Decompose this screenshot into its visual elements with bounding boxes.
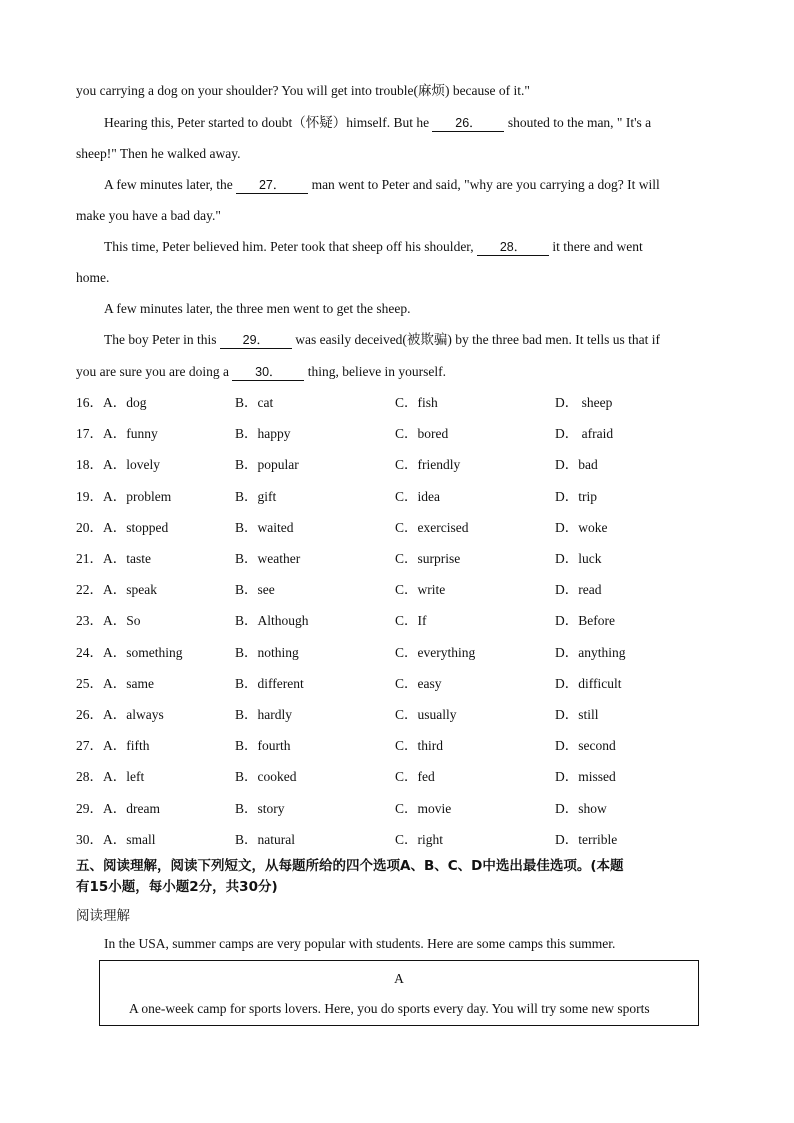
question-number-and-option-a — [76, 831, 156, 849]
option-a[interactable]: A．funny — [103, 426, 158, 441]
option-d[interactable]: D．still — [555, 707, 599, 722]
option-c[interactable]: C．movie — [395, 801, 452, 816]
passage-line — [104, 238, 718, 256]
question-row — [76, 456, 718, 474]
option-d[interactable]: D．luck — [555, 551, 602, 566]
passage-line: you carrying a dog on your shoulder? You will get into trouble(麻烦) because of it." — [76, 83, 530, 98]
option-d[interactable]: D．anything — [555, 645, 626, 660]
option-b[interactable]: B．Although — [235, 613, 309, 628]
question-row — [76, 675, 718, 693]
question-number-and-option-a — [76, 675, 154, 693]
option-b[interactable]: B．different — [235, 676, 304, 691]
option-c[interactable]: C．fed — [395, 769, 435, 784]
option-d[interactable]: D．show — [555, 801, 607, 816]
option-b[interactable]: B．hardly — [235, 707, 292, 722]
option-c[interactable]: C．third — [395, 738, 444, 753]
question-number: 18． — [76, 457, 103, 472]
question-row — [76, 425, 718, 443]
question-number-and-option-a — [76, 800, 160, 818]
question-number: 26． — [76, 707, 103, 722]
passage-text: was easily deceived(被欺骗) by the three bad men. It tells us that if — [291, 332, 660, 347]
question-row — [76, 488, 718, 506]
option-a[interactable]: A．taste — [103, 551, 151, 566]
section-title — [76, 856, 726, 898]
option-b[interactable]: B．gift — [235, 489, 277, 504]
option-c[interactable]: C．exercised — [395, 520, 469, 535]
option-d[interactable]: D．difficult — [555, 676, 622, 691]
question-number: 25． — [76, 676, 103, 691]
option-b[interactable]: B．fourth — [235, 738, 291, 753]
blank-28[interactable]: 28． — [477, 240, 549, 256]
blank-26[interactable]: 26． — [432, 116, 504, 132]
question-number-and-option-a — [76, 488, 171, 506]
question-number: 17． — [76, 426, 103, 441]
option-c[interactable]: C．bored — [395, 426, 449, 441]
option-a[interactable]: A．always — [103, 707, 164, 722]
passage-line: make you have a bad day." — [76, 208, 221, 223]
option-b[interactable]: B．weather — [235, 551, 301, 566]
option-b[interactable]: B．happy — [235, 426, 291, 441]
passage-text: A few minutes later, the — [104, 177, 237, 192]
option-c[interactable]: C．If — [395, 613, 427, 628]
question-number-and-option-a — [76, 581, 157, 599]
question-row — [76, 394, 718, 412]
question-number-and-option-a — [76, 612, 141, 630]
reading-subtitle: 阅读理解 — [76, 908, 130, 924]
question-number-and-option-a — [76, 644, 183, 662]
option-d[interactable]: D．woke — [555, 520, 608, 535]
option-d[interactable]: D． afraid — [555, 426, 614, 441]
question-number-and-option-a — [76, 519, 168, 537]
option-c[interactable]: C．right — [395, 832, 444, 847]
option-d[interactable]: D．missed — [555, 769, 616, 784]
option-c[interactable]: C．easy — [395, 676, 442, 691]
question-row — [76, 644, 718, 662]
question-number-and-option-a — [76, 456, 160, 474]
option-a[interactable]: A．left — [103, 769, 145, 784]
option-a[interactable]: A．something — [103, 645, 183, 660]
question-number-and-option-a — [76, 425, 158, 443]
option-d[interactable]: D． sheep — [555, 395, 613, 410]
question-number: 29． — [76, 801, 103, 816]
question-row — [76, 800, 718, 818]
reading-intro: In the USA, summer camps are very popular with students. Here are some camps this summer. — [104, 936, 616, 951]
option-a[interactable]: A．fifth — [103, 738, 150, 753]
question-number: 19． — [76, 489, 103, 504]
question-number-and-option-a — [76, 768, 144, 786]
passage-text: you are sure you are doing a — [76, 364, 233, 379]
passage-text: Hearing this, Peter started to doubt（怀疑）himself. But he — [104, 115, 433, 130]
option-b[interactable]: B．popular — [235, 457, 299, 472]
option-c[interactable]: C．fish — [395, 395, 438, 410]
option-a[interactable]: A．dog — [103, 395, 147, 410]
passage-box — [99, 960, 699, 1026]
section-title-line: 有15小题，每小题2分，共30分) — [76, 879, 278, 895]
question-row — [76, 581, 718, 599]
passage-letter: A — [394, 971, 404, 986]
option-b[interactable]: B．nothing — [235, 645, 299, 660]
option-a[interactable]: A．dream — [103, 801, 160, 816]
section-title-line: 五、阅读理解，阅读下列短文，从每题所给的四个选项A、B、C、D中选出最佳选项。(本题 — [76, 858, 624, 874]
question-row — [76, 612, 718, 630]
question-number: 23． — [76, 613, 103, 628]
passage-box-text: A one-week camp for sports lovers. Here, you do sports every day. You will try some new sports — [129, 1001, 650, 1016]
option-a[interactable]: A．lovely — [103, 457, 160, 472]
option-a[interactable]: A．same — [103, 676, 154, 691]
option-b[interactable]: B．cooked — [235, 769, 297, 784]
option-c[interactable]: C．idea — [395, 489, 440, 504]
option-b[interactable]: B．natural — [235, 832, 295, 847]
question-row — [76, 550, 718, 568]
passage-line: A few minutes later, the three men went to get the sheep. — [104, 301, 411, 316]
question-number: 20． — [76, 520, 103, 535]
passage-text: thing, believe in yourself. — [304, 364, 447, 379]
question-number: 22． — [76, 582, 103, 597]
option-a[interactable]: A．speak — [103, 582, 157, 597]
question-number: 21． — [76, 551, 103, 566]
passage-line — [104, 331, 718, 349]
option-d[interactable]: D．bad — [555, 457, 598, 472]
blank-27[interactable]: 27． — [236, 178, 308, 194]
question-number-and-option-a — [76, 706, 164, 724]
question-row — [76, 519, 718, 537]
passage-text: shouted to the man, " It's a — [504, 115, 652, 130]
option-b[interactable]: B．see — [235, 582, 275, 597]
option-a[interactable]: A．stopped — [103, 520, 169, 535]
question-number: 16． — [76, 395, 103, 410]
question-number: 28． — [76, 769, 103, 784]
passage-line — [104, 176, 718, 194]
option-b[interactable]: B．waited — [235, 520, 294, 535]
option-b[interactable]: B．story — [235, 801, 285, 816]
question-number: 24． — [76, 645, 103, 660]
option-c[interactable]: C．write — [395, 582, 446, 597]
option-b[interactable]: B．cat — [235, 395, 274, 410]
question-row — [76, 768, 718, 786]
question-number: 30． — [76, 832, 103, 847]
option-a[interactable]: A．problem — [103, 489, 172, 504]
option-d[interactable]: D．read — [555, 582, 602, 597]
passage-text: This time, Peter believed him. Peter took that sheep off his shoulder, — [104, 239, 478, 254]
option-c[interactable]: C．friendly — [395, 457, 461, 472]
question-number-and-option-a — [76, 394, 147, 412]
option-c[interactable]: C．everything — [395, 645, 476, 660]
option-d[interactable]: D．trip — [555, 489, 597, 504]
question-number-and-option-a — [76, 550, 151, 568]
passage-text: it there and went — [549, 239, 643, 254]
passage-text: man went to Peter and said, "why are you carrying a dog? It will — [308, 177, 660, 192]
passage-text: The boy Peter in this — [104, 332, 220, 347]
question-row — [76, 831, 718, 849]
blank-29[interactable]: 29． — [220, 333, 292, 349]
option-d[interactable]: D．Before — [555, 613, 615, 628]
option-a[interactable]: A．small — [103, 832, 156, 847]
question-number-and-option-a — [76, 737, 150, 755]
passage-line — [104, 114, 718, 132]
option-c[interactable]: C．surprise — [395, 551, 461, 566]
option-d[interactable]: D．terrible — [555, 832, 618, 847]
option-c[interactable]: C．usually — [395, 707, 457, 722]
option-a[interactable]: A．So — [103, 613, 141, 628]
option-d[interactable]: D．second — [555, 738, 616, 753]
passage-line: sheep!" Then he walked away. — [76, 146, 241, 161]
blank-30[interactable]: 30． — [232, 365, 304, 381]
question-row — [76, 706, 718, 724]
question-row — [76, 737, 718, 755]
passage-line — [76, 363, 718, 381]
question-number: 27． — [76, 738, 103, 753]
passage-line: home. — [76, 270, 110, 285]
